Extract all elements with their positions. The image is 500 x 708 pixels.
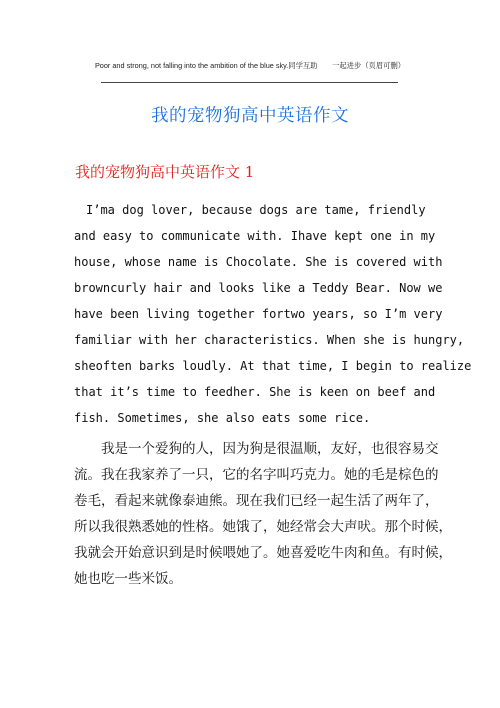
chinese-line: 我是一个爱狗的人，因为狗是很温顺，友好，也很容易交 — [74, 441, 439, 457]
english-line: fish. Sometimes, she also eats some rice. — [74, 411, 371, 425]
chinese-line: 流。我在我家养了一只，它的名字叫巧克力。她的毛是棕色的 — [74, 467, 439, 483]
chinese-line: 卷毛，看起来就像泰迪熊。现在我们已经一起生活了两年了， — [74, 493, 439, 509]
header-divider — [101, 82, 398, 83]
english-line: have been living together fortwo years, so I’m very — [74, 307, 443, 321]
chinese-paragraph — [74, 436, 452, 592]
section-title: 我的宠物狗高中英语作文 1 — [75, 163, 255, 181]
chinese-line: 我就会开始意识到是时候喂她了。她喜爱吃牛肉和鱼。有时候， — [74, 545, 452, 561]
english-line: browncurly hair and looks like a Teddy Bear. Now we — [74, 281, 443, 295]
chinese-line: 所以我很熟悉她的性格。她饿了，她经常会大声吠。那个时候， — [74, 519, 452, 535]
english-line: familiar with her characteristics. When she is hungry, — [74, 333, 465, 347]
english-paragraph — [74, 197, 472, 431]
english-line: house, whose name is Chocolate. She is covered with — [74, 255, 443, 269]
english-line: that it’s time to feedher. She is keen on beef and — [74, 385, 436, 399]
page-header: Poor and strong, not falling into the ambition of the blue sky.同学互助 一起进步（页眉可删） — [94, 61, 406, 70]
english-line: and easy to communicate with. Ihave kept one in my — [74, 229, 436, 243]
english-line: sheoften barks loudly. At that time, I begin to realize — [74, 359, 472, 373]
english-line: I’ma dog lover, because dogs are tame, friendly — [74, 203, 426, 217]
chinese-line: 她也吃一些米饭。 — [74, 571, 182, 587]
document-title: 我的宠物狗高中英语作文 — [151, 106, 349, 126]
